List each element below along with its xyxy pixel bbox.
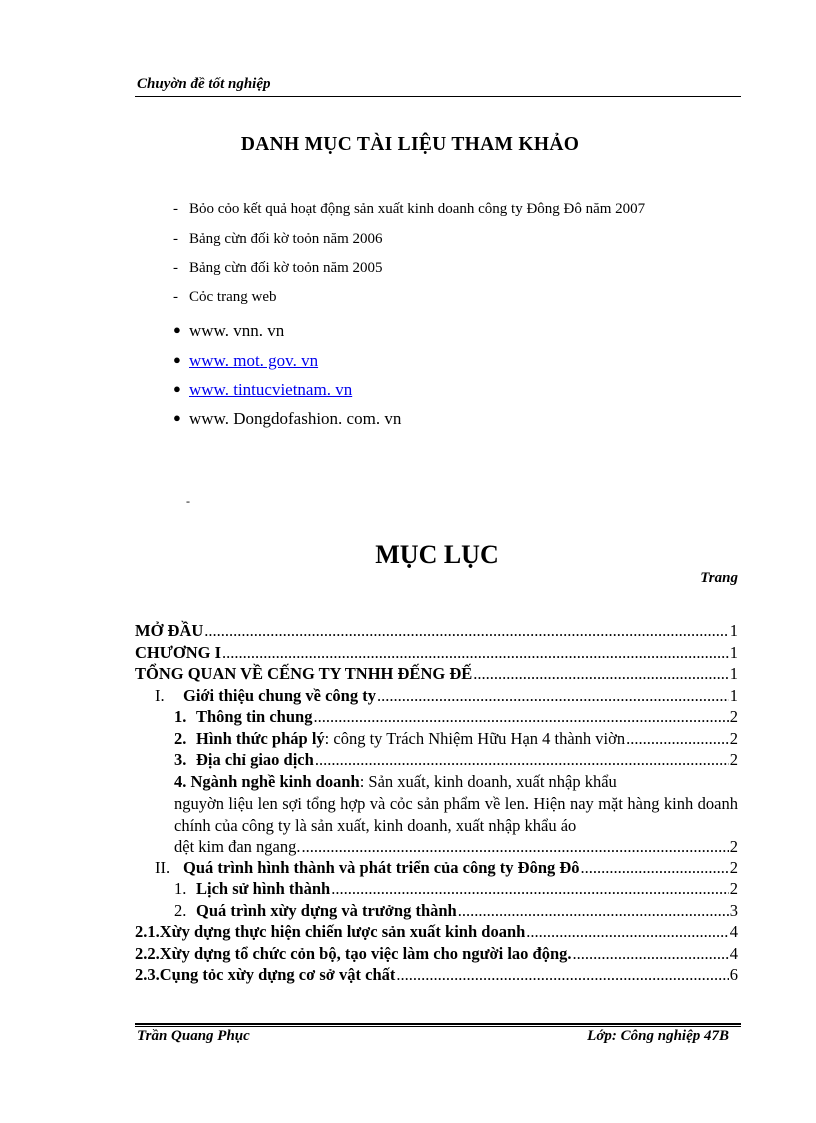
toc-entry[interactable]: 2. Hình thức pháp lý: công ty Trách Nhiệm Hữu Hạn 4 thành viờn ..... 2 [174, 729, 738, 751]
toc-title: MỤC LỤC [375, 540, 499, 569]
bullet-icon: ● [173, 410, 181, 425]
reference-item: - Bỏo cỏo kết quả hoạt động sản xuất kinh doanh công ty Đông Đô năm 2007 [173, 201, 646, 217]
bullet-icon: ● [173, 381, 181, 396]
toc-entry[interactable]: 2. Quá trình xừy dựng và trưởng thành ..... 3 [174, 901, 738, 923]
toc-entry[interactable]: TỔNG QUAN VỀ CẾNG TY TNHH ĐẾNG ĐẾ ..... 1 [135, 664, 738, 686]
footer-divider-thin [135, 1026, 741, 1027]
header-divider [135, 96, 741, 97]
website-item: ● www. vnn. vn [173, 321, 285, 340]
toc-entry[interactable]: dệt kim đan ngang. ..... 2 [174, 837, 738, 859]
toc-entry[interactable]: 1. Thông tin chung ..... 2 [174, 707, 738, 729]
toc-entry[interactable]: 3. Địa chỉ giao dịch ..... 2 [174, 750, 738, 772]
toc-entry[interactable]: II. Quá trình hình thành và phát triển của công ty Đông Đô ..... 2 [155, 858, 738, 880]
reference-item: - Cỏc trang web [173, 289, 277, 305]
website-link[interactable]: www. tintucvietnam. vn [189, 380, 353, 399]
toc-entry[interactable]: 2.3.Cụng tỏc xừy dựng cơ sở vật chất ..... 6 [135, 965, 738, 987]
toc-page-label: Trang [700, 570, 738, 586]
document-header-title: Chuyờn đề tốt nghiệp [137, 76, 271, 92]
website-item[interactable] [173, 351, 318, 371]
toc-entry-paragraph-continuation: nguyờn liệu len sợi tổng hợp và cỏc sản phẩm về len. Hiện nay mặt hàng kinh doanh chính của công ty là sản xuất, kinh doanh, xuất nhập khẩu áo [174, 794, 738, 835]
footer-divider [135, 1023, 741, 1025]
footer-class: Lớp: Công nghiệp 47B [587, 1028, 729, 1044]
toc-entry[interactable]: MỞ ĐẦU ..... 1 [135, 621, 738, 643]
bullet-icon: ● [173, 322, 181, 337]
toc-entry[interactable]: CHƯƠNG I ..... 1 [135, 643, 738, 665]
stray-dash: - [186, 494, 190, 508]
toc-entry[interactable]: 2.2.Xừy dựng tổ chức cỏn bộ, tạo việc làm cho người lao động. ..... 4 [135, 944, 738, 966]
bullet-icon: ● [173, 352, 181, 367]
footer-author: Trần Quang Phục [137, 1028, 250, 1044]
website-item[interactable] [173, 380, 352, 400]
website-item: ● www. Dongdofashion. com. vn [173, 409, 402, 428]
toc-entry[interactable]: I. Giới thiệu chung về công ty ..... 1 [155, 686, 738, 708]
reference-item: - Bảng cừn đối kờ toỏn năm 2005 [173, 260, 383, 276]
website-link[interactable]: www. mot. gov. vn [189, 351, 319, 370]
toc-entry-paragraph[interactable]: 4. Ngành nghề kinh doanh: Sản xuất, kinh doanh, xuất nhập khẩu [174, 772, 617, 791]
toc-entry[interactable]: 2.1.Xừy dựng thực hiện chiến lược sản xuất kinh doanh ..... 4 [135, 922, 738, 944]
toc-entry[interactable]: 1. Lịch sử hình thành ..... 2 [174, 879, 738, 901]
references-title: DANH MỤC TÀI LIỆU THAM KHẢO [240, 134, 580, 155]
reference-item: - Bảng cừn đối kờ toỏn năm 2006 [173, 231, 383, 247]
